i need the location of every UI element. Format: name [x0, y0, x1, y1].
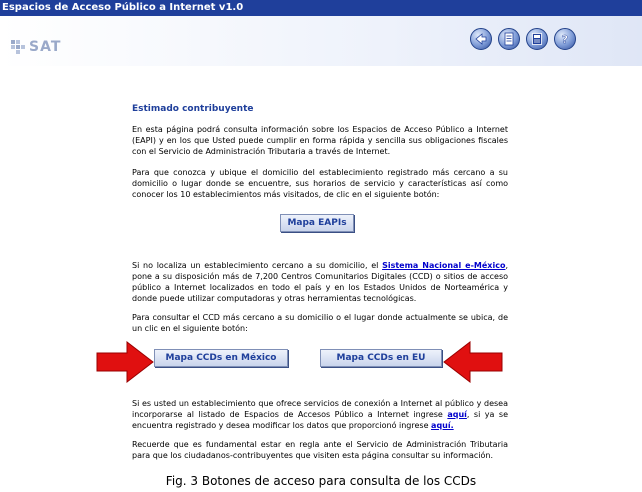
register-link[interactable]: aquí: [447, 410, 467, 419]
sistema-e-mexico-link[interactable]: Sistema Nacional e-México: [382, 261, 506, 270]
page-heading: Estimado contribuyente: [132, 104, 254, 114]
arrow-left-icon: [442, 341, 504, 383]
register-paragraph: [132, 398, 508, 431]
e-mexico-paragraph: [132, 260, 508, 304]
help-icon[interactable]: [554, 28, 576, 50]
header-nav-icons: [470, 28, 576, 50]
e-mexico-text-b: , pone a su disposición más de 7,200 Centros Comunitarios Digitales (CCD) o sitios de acceso público a Internet localizados en todo el país y en los Estados Unidos de Norteamérica y donde puede utilizar computadoras y otras herramientas tecnológicas.: [132, 261, 508, 303]
window-title: Espacios de Acceso Público a Internet v1.0: [0, 0, 642, 16]
mapa-eapis-button[interactable]: Mapa EAPIs: [280, 214, 354, 232]
figure-caption: Fig. 3 Botones de acceso para consulta de los CCDs: [165, 474, 477, 488]
notes-icon[interactable]: [526, 28, 548, 50]
register-text-b: , si ya se encuentra registrado y desea modificar los datos que proporcionó ingrese: [132, 410, 509, 430]
e-mexico-text-a: Si no localiza un establecimiento cercano a su domicilio, el: [132, 261, 383, 270]
ccd-paragraph: Para consultar el CCD más cercano a su domicilio o el lugar donde actualmente se ubica, de un clic en el siguiente botón:: [132, 313, 508, 333]
main-content: [0, 66, 642, 466]
intro-paragraph: En esta página podrá consulta información sobre los Espacios de Acceso Público a Internet (EAPI) y en los que Usted puede cumplir en forma rápida y sencilla sus obligaciones fiscales con el Servicio de Administración Tributaria a través de Internet.: [132, 125, 508, 156]
document-icon[interactable]: [498, 28, 520, 50]
sat-logo-icon: [10, 39, 26, 55]
reminder-paragraph: Recuerde que es fundamental estar en regla ante el Servicio de Administración Tributaria para que los ciudadanos-contribuyentes que visiten esta página consultar su información.: [132, 440, 508, 460]
modify-link[interactable]: aquí.: [431, 421, 454, 430]
sat-logo: [10, 36, 61, 58]
mapa-ccds-eu-button[interactable]: Mapa CCDs en EU: [320, 349, 442, 367]
eapi-paragraph: Para que conozca y ubique el domicilio del establecimiento registrado más cercano a su domicilio o lugar donde se encuentre, sus horarios de servicio y características así como conocer los 10 establecimientos más visitados, de clic en el siguiente botón:: [132, 168, 508, 199]
arrow-right-icon: [95, 341, 155, 383]
register-text-a: Si es usted un establecimiento que ofrece servicios de conexión a Internet al público y desea incorporarse al listado de Espacios de Accesos Público a Internet ingrese: [132, 399, 508, 419]
sat-logo-text: SAT: [29, 39, 62, 55]
svg-text:?: ?: [561, 33, 569, 46]
back-arrow-icon[interactable]: [470, 28, 492, 50]
mapa-ccds-mexico-button[interactable]: Mapa CCDs en México: [154, 349, 288, 367]
